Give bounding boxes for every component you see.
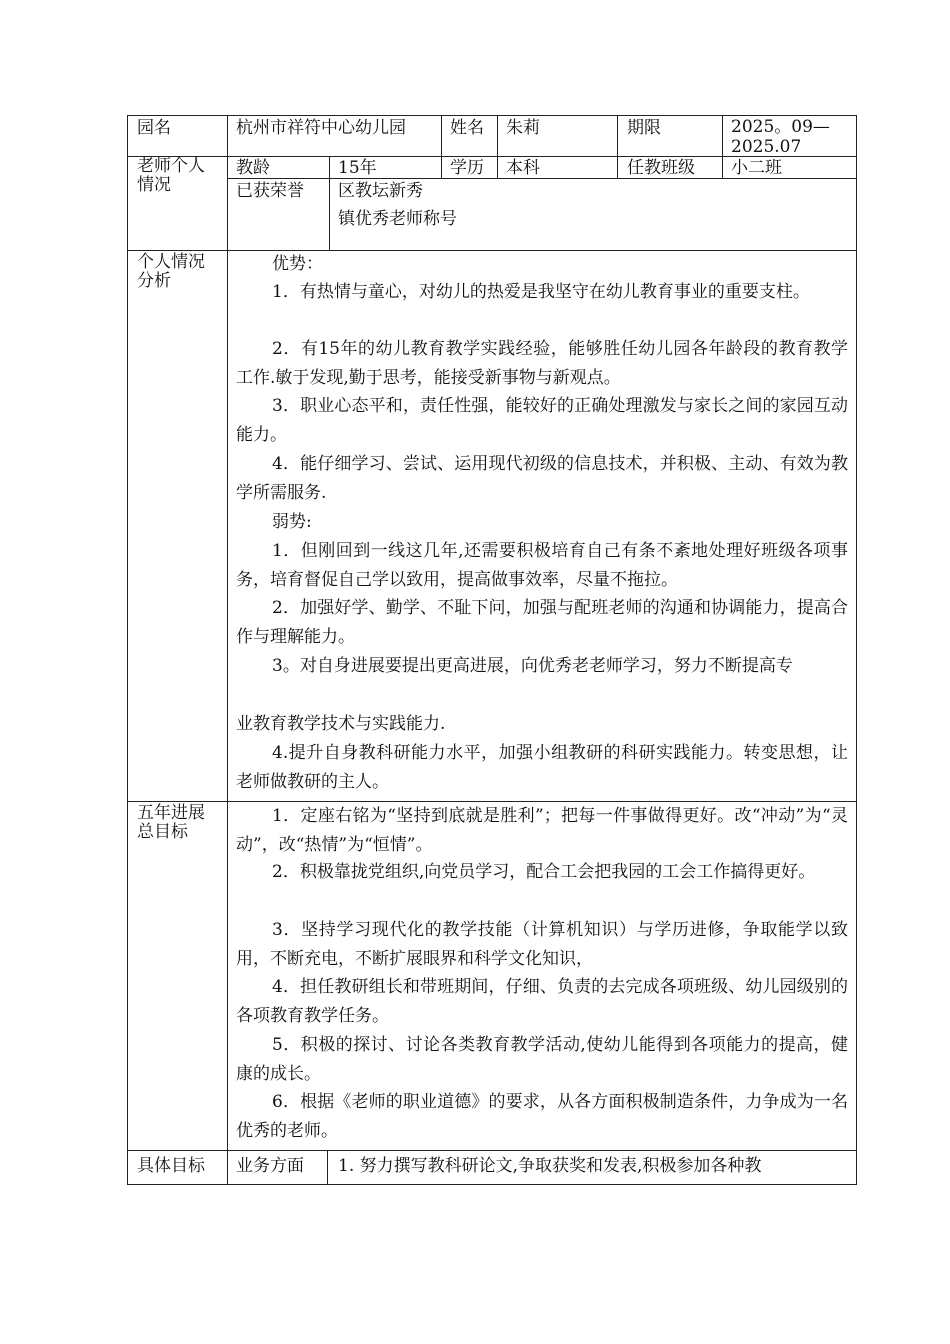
school-label: 园名: [137, 118, 171, 138]
specific-section-label: 具体目标: [137, 1156, 205, 1176]
goal-item: 6．根据《老师的职业道德》的要求，从各方面积极制造条件，力争成为一名优秀的老师。: [236, 1092, 848, 1141]
period-value-start: 2025。09—: [731, 117, 830, 137]
honors-line-1: 区教坛新秀: [338, 181, 423, 201]
weakness-item-continued: 业教育教学技术与实践能力.: [236, 714, 446, 734]
strength-item: 2．有15年的幼儿教育教学实践经验，能够胜任幼儿园各年龄段的教育教学工作.敏于发现,勤于思考，能接受新事物与新观点。: [236, 339, 848, 388]
goal-item: 2．积极靠拢党组织,向党员学习，配合工会把我园的工会工作搞得更好。: [272, 862, 816, 882]
education-value: 本科: [506, 158, 540, 178]
goal-item: 5．积极的探讨、讨论各类教育教学活动,使幼儿能得到各项能力的提高，健康的成长。: [236, 1035, 848, 1084]
strengths-title: 优势：: [272, 254, 323, 274]
goal-item: 1．定座右铭为“坚持到底就是胜利”；把每一件事做得更好。改“冲动”为“灵动”，改“热情”为“恒情”。: [236, 806, 848, 855]
name-label: 姓名: [450, 118, 484, 138]
honors-line-2: 镇优秀老师称号: [338, 209, 457, 229]
honors-label: 已获荣誉: [236, 181, 304, 201]
goals-section-label: 五年进展总目标: [137, 803, 205, 842]
goal-item: 3．坚持学习现代化的教学技能（计算机知识）与学历进修，争取能学以致用，不断充电，不断扩展眼界和科学文化知识，: [236, 920, 848, 969]
business-label: 业务方面: [236, 1156, 304, 1176]
period-label: 期限: [627, 118, 661, 138]
class-value: 小二班: [731, 158, 782, 178]
period-value-end: 2025.07: [731, 137, 802, 157]
strength-item: 4．能仔细学习、尝试、运用现代初级的信息技术，并积极、主动、有效为教学所需服务.: [236, 454, 848, 503]
education-label: 学历: [450, 158, 484, 178]
weakness-item: 1．但刚回到一线这几年,还需要积极培育自己有条不紊地处理好班级各项事务，培育督促自己学以致用，提高做事效率，尽量不拖拉。: [236, 541, 848, 590]
teaching-years-label: 教龄: [236, 158, 270, 178]
personal-section-label: 老师个人情况: [137, 156, 205, 195]
strength-item: 1．有热情与童心，对幼儿的热爱是我坚守在幼儿教育事业的重要支柱。: [272, 282, 810, 302]
school-name: 杭州市祥符中心幼儿园: [236, 118, 406, 138]
teaching-years-value: 15年: [338, 158, 377, 178]
goal-item: 4．担任教研组长和带班期间，仔细、负责的去完成各项班级、幼儿园级别的各项教育教学任务。: [236, 977, 848, 1026]
weaknesses-title: 弱势:: [272, 512, 312, 532]
class-label: 任教班级: [627, 158, 695, 178]
weakness-item: 2．加强好学、勤学、不耻下问，加强与配班老师的沟通和协调能力，提高合作与理解能力。: [236, 598, 848, 647]
strength-item: 3．职业心态平和，责任性强，能较好的正确处理激发与家长之间的家园互动能力。: [236, 396, 848, 445]
weakness-item: 4.提升自身教科研能力水平，加强小组教研的科研实践能力。转变思想，让老师做教研的主人。: [236, 743, 848, 792]
analysis-section-label: 个人情况分析: [137, 252, 205, 291]
name-value: 朱莉: [506, 118, 540, 138]
business-first-item: 1. 努力撰写教科研论文,争取获奖和发表,积极参加各种教: [338, 1156, 762, 1176]
weakness-item: 3。对自身进展要提出更高进展，向优秀老老师学习，努力不断提高专: [272, 656, 793, 676]
